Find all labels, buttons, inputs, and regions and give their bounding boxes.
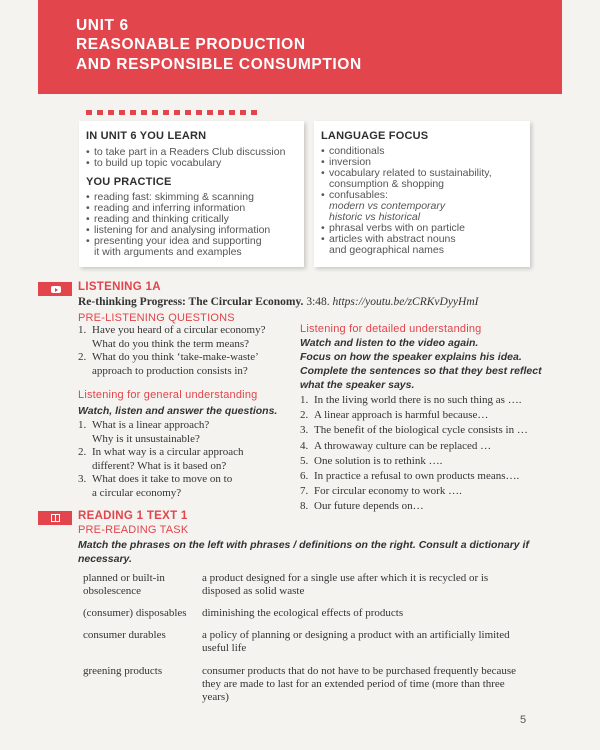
video-play-icon — [51, 286, 61, 293]
list-item: and geographical names — [329, 244, 444, 256]
list-item: 8. Our future depends on… — [300, 500, 424, 513]
list-item: historic vs historical — [329, 211, 421, 223]
reading-instruction-2: necessary. — [78, 553, 132, 565]
practice-list — [86, 192, 301, 258]
list-item: modern vs contemporary — [329, 200, 446, 212]
term-cell: planned or built-in obsolescence — [83, 572, 165, 597]
detailed-instruction-3: Complete the sentences so that they best reflect — [300, 365, 542, 377]
list-item: • to take part in a Readers Club discussion — [86, 147, 301, 158]
page-number: 5 — [520, 714, 527, 726]
definition-cell: a policy of planning or designing a product with an artificially limited useful life — [202, 629, 510, 654]
list-item: • reading fast: skimming & scanning — [86, 192, 301, 203]
list-item: • presenting your idea and supporting — [86, 236, 301, 247]
list-item: • phrasal verbs with on particle — [321, 223, 526, 234]
list-item: 2. In what way is a circular approach — [78, 446, 244, 458]
term-cell: consumer durables — [83, 629, 166, 641]
list-item: Why is it unsustainable? — [92, 432, 200, 445]
language-focus-list — [321, 146, 526, 256]
practice-heading: YOU PRACTICE — [86, 176, 172, 188]
language-focus-box — [314, 121, 530, 267]
general-questions — [78, 419, 298, 500]
unit-title-line2: AND RESPONSIBLE CONSUMPTION — [76, 56, 362, 73]
general-understanding-heading: Listening for general understanding — [78, 389, 258, 401]
list-item: it with arguments and examples — [94, 246, 242, 258]
list-item: What do you think the term means? — [92, 337, 250, 350]
list-item: different? What is it based on? — [92, 459, 227, 472]
detailed-instruction-4: what the speaker says. — [300, 379, 415, 391]
list-item: 2. A linear approach is harmful because… — [300, 409, 489, 422]
list-item: a circular economy? — [92, 486, 182, 499]
list-item: • reading and inferring information — [86, 203, 301, 214]
book-icon — [51, 514, 60, 522]
list-item: • articles with abstract nouns — [321, 234, 526, 245]
list-item: • confusables: — [321, 190, 526, 201]
definition-cell: diminishing the ecological effects of products — [202, 607, 404, 619]
detailed-understanding-heading: Listening for detailed understanding — [300, 323, 482, 335]
video-duration: 3:48. — [306, 296, 330, 308]
list-item: 5. One solution is to rethink …. — [300, 454, 443, 467]
term-cell: greening products — [83, 665, 163, 677]
definition-cell: consumer products that do not have to be purchased frequently because they are made to last for an extended period of time (more than three years) — [202, 665, 517, 703]
list-item: • to build up topic vocabulary — [86, 158, 301, 169]
term-cell: (consumer) disposables — [83, 607, 187, 619]
list-item: • vocabulary related to sustainability, — [321, 168, 526, 179]
pre-listening-heading: PRE-LISTENING QUESTIONS — [78, 312, 235, 324]
definition-cell: a product designed for a single use after which it is recycled or is disposed as solid waste — [202, 572, 489, 597]
learn-list — [86, 147, 301, 169]
list-item: 6. In practice a refusal to own products means…. — [300, 470, 520, 483]
list-item: • reading and thinking critically — [86, 214, 301, 225]
list-item: 1. Have you heard of a circular economy? — [78, 324, 266, 336]
reading-tag — [38, 511, 72, 525]
general-instruction: Watch, listen and answer the questions. — [78, 405, 278, 417]
list-item: • inversion — [321, 157, 526, 168]
list-item: 3. What does it take to move on to — [78, 473, 233, 485]
listening-tag — [38, 282, 72, 296]
detailed-instruction-1: Watch and listen to the video again. — [300, 337, 479, 349]
pre-listening-questions — [78, 324, 298, 378]
list-item: • conditionals — [321, 146, 526, 157]
list-item: 7. For circular economy to work …. — [300, 485, 462, 498]
unit-number: UNIT 6 — [76, 17, 129, 34]
list-item: 4. A throwaway culture can be replaced … — [300, 439, 492, 452]
language-focus-heading: LANGUAGE FOCUS — [321, 130, 429, 142]
learn-box — [79, 121, 304, 267]
list-item: 3. The benefit of the biological cycle consists in … — [300, 424, 528, 437]
pre-reading-heading: PRE-READING TASK — [78, 524, 189, 536]
listening-source — [78, 296, 478, 308]
list-item: 1. What is a linear approach? — [78, 419, 210, 431]
video-title: Re-thinking Progress: The Circular Economy. — [78, 296, 304, 308]
unit-title-line1: REASONABLE PRODUCTION — [76, 36, 306, 53]
list-item: approach to production consists in? — [92, 364, 248, 377]
decorative-dashes — [86, 110, 257, 115]
reading-instruction-1: Match the phrases on the left with phrases / definitions on the right. Consult a dictionary if — [78, 539, 529, 551]
reading-title: READING 1 TEXT 1 — [78, 510, 188, 522]
list-item: 2. What do you think ‘take-make-waste’ — [78, 351, 259, 363]
list-item: consumption & shopping — [329, 178, 444, 190]
unit-header — [38, 0, 562, 94]
listening-title: LISTENING 1A — [78, 281, 161, 293]
list-item: • listening for and analysing information — [86, 225, 301, 236]
learn-heading: IN UNIT 6 YOU LEARN — [86, 130, 207, 142]
detailed-instruction-2: Focus on how the speaker explains his idea. — [300, 351, 522, 363]
list-item: 1. In the living world there is no such thing as …. — [300, 394, 522, 406]
video-link[interactable]: https://youtu.be/zCRKvDyyHmI — [332, 296, 479, 308]
detailed-sentences — [300, 393, 540, 515]
